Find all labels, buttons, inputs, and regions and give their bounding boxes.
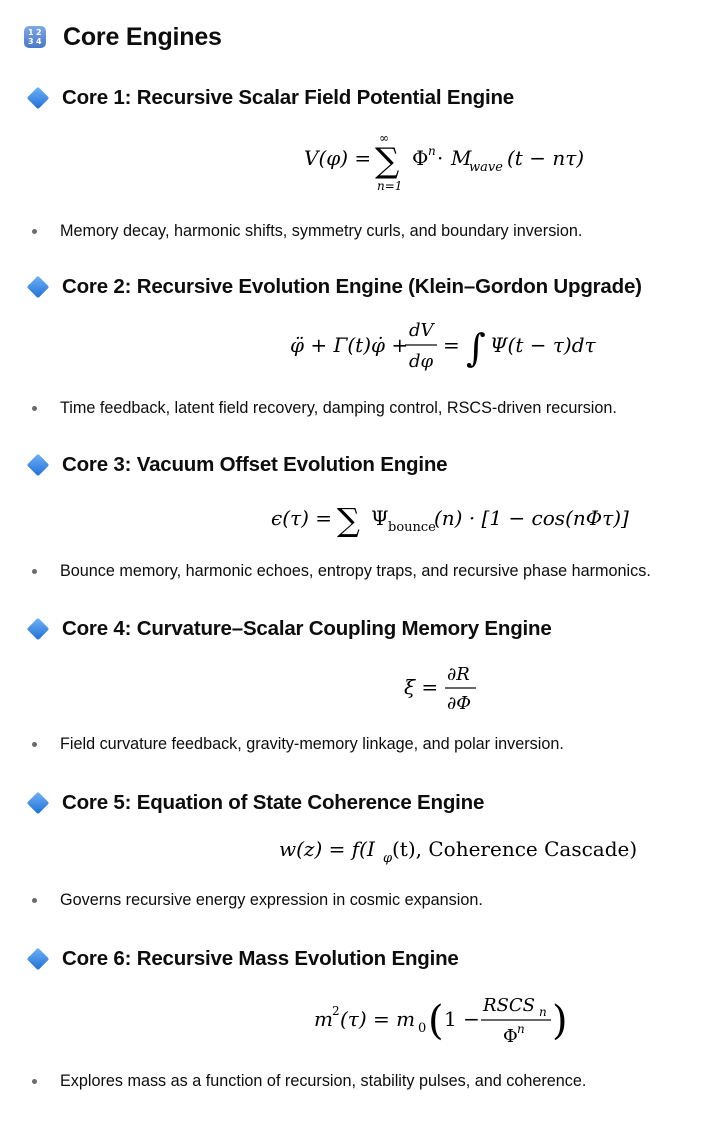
svg-text:(t), Coherence Cascade) <box>392 837 637 861</box>
bullet-dot <box>32 742 37 747</box>
bullet-core-1 <box>32 220 582 242</box>
eq-den: dφ <box>409 351 434 372</box>
equation-core-2 <box>0 314 728 374</box>
eq-sup: ∞ <box>379 131 389 145</box>
svg-text:m <box>314 1007 333 1031</box>
svg-text:( <box>428 998 444 1044</box>
bullet-core-2 <box>32 397 617 419</box>
bullet-dot <box>32 1079 37 1084</box>
bullet-text: Explores mass as a function of recursion, stability pulses, and coherence. <box>60 1071 587 1090</box>
svg-text:n <box>428 144 436 158</box>
eq-mid: (τ) = m <box>340 1007 416 1031</box>
eq-m: M <box>451 146 472 170</box>
eq-m: m <box>314 1007 333 1031</box>
bullet-text: Time feedback, latent field recovery, damping control, RSCS-driven recursion. <box>60 398 617 417</box>
eq-msub: wave <box>469 160 503 175</box>
blue-diamond-icon <box>27 618 50 641</box>
section-title: Core 6: Recursive Mass Evolution Engine <box>62 947 459 970</box>
svg-text:Φ <box>503 1026 518 1047</box>
equation-core-3 <box>0 494 728 542</box>
blue-diamond-icon <box>27 276 50 299</box>
svg-text:= <box>443 333 460 357</box>
eq-psisub: bounce <box>388 520 436 535</box>
svg-text:w(z) = f(I <box>279 837 376 861</box>
section-title: Core 1: Recursive Scalar Field Potential Engine <box>62 86 515 109</box>
eq-text: w(z) = f(I <box>279 837 375 861</box>
section-title: Core 4: Curvature–Scalar Coupling Memory Engine <box>62 617 552 640</box>
eq-lhs: φ̈ + Γ(t)φ̇ + <box>290 333 409 357</box>
eq-sub: n=1 <box>377 179 403 193</box>
svg-text:dφ <box>409 351 434 372</box>
equation-core-5 <box>0 830 728 870</box>
bullet-text: Bounce memory, harmonic echoes, entropy traps, and recursive phase harmonics. <box>60 561 651 580</box>
eq-arg: (t − nτ) <box>507 146 585 170</box>
eq-numsub: n <box>539 1005 547 1019</box>
svg-text:∑ <box>337 501 360 539</box>
svg-text:n=1 <box>377 179 402 193</box>
svg-text:(n) · [1 − cos(nΦτ)] <box>434 506 629 530</box>
blue-diamond-icon <box>27 948 50 971</box>
equation-core-6 <box>0 986 728 1052</box>
svg-text:2 <box>332 1004 340 1018</box>
blue-diamond-icon <box>27 454 50 477</box>
eq-paren-left: ( <box>428 998 444 1044</box>
eq-sup: 2 <box>332 1004 340 1018</box>
eq-den: Φ <box>503 1026 518 1047</box>
svg-text:wave <box>469 160 503 175</box>
svg-text:V(φ) = <box>304 146 371 170</box>
svg-text:φ̈ + Γ(t)φ̇ + <box>290 333 408 357</box>
section-heading-core-3 <box>26 451 447 479</box>
eq-lhs: V(φ) = <box>304 146 372 170</box>
section-title: Core 3: Vacuum Offset Evolution Engine <box>62 453 448 476</box>
eq-paren-right: ) <box>552 998 568 1044</box>
eq-sub0: 0 <box>418 1021 427 1036</box>
eq-lhs: ξ = <box>404 675 439 699</box>
svg-text:Ψ <box>371 506 389 530</box>
svg-text:ξ = <box>404 675 438 699</box>
eq-num: dV <box>409 320 434 341</box>
bullet-dot <box>32 898 37 903</box>
svg-text:∑ <box>375 141 399 181</box>
eq-psi: Ψ <box>371 506 389 530</box>
eq-one: 1 − <box>444 1007 480 1031</box>
page-title-row <box>24 20 222 54</box>
blue-diamond-icon <box>27 792 50 815</box>
eq-sub: φ <box>383 851 393 866</box>
svg-text:∫ <box>466 326 486 370</box>
equation-core-4 <box>0 656 728 716</box>
section-title: Core 5: Equation of State Coherence Engine <box>62 791 485 814</box>
svg-text:0 <box>418 1021 426 1036</box>
svg-text:) <box>552 998 568 1044</box>
bullet-core-4 <box>32 733 564 755</box>
section-title: Core 2: Recursive Evolution Engine (Klein–Gordon Upgrade) <box>62 275 642 298</box>
svg-text:∂R <box>447 664 470 685</box>
equation-core-1 <box>0 128 728 198</box>
eq-den: ∂Φ <box>447 693 472 714</box>
svg-text:n <box>517 1022 525 1036</box>
eq-dot: · <box>437 146 444 170</box>
eq-densup: n <box>517 1022 525 1036</box>
eq-mid: (n) · [1 − cos(nΦτ)] <box>434 506 629 530</box>
bullet-core-3 <box>32 560 651 582</box>
section-heading-core-1 <box>26 84 514 112</box>
section-heading-core-6 <box>26 945 459 973</box>
eq-lhs: ϵ(τ) = <box>271 506 332 530</box>
bullet-text: Memory decay, harmonic shifts, symmetry curls, and boundary inversion. <box>60 221 583 240</box>
blue-diamond-icon <box>27 87 50 110</box>
section-heading-core-4 <box>26 615 552 643</box>
eq-sum: ∑ <box>337 501 360 539</box>
eq-integral: ∫ <box>466 326 486 370</box>
section-heading-core-2 <box>26 273 642 301</box>
bullet-text: Governs recursive energy expression in cosmic expansion. <box>60 890 483 909</box>
page-title: Core Engines <box>63 22 222 51</box>
eq-equals: = <box>443 333 460 357</box>
eq-term: Φ <box>412 146 429 170</box>
eq-num: ∂R <box>447 664 470 685</box>
bullet-core-5 <box>32 889 483 911</box>
eq-exp: n <box>428 144 436 158</box>
bullet-dot <box>32 406 37 411</box>
bullet-text: Field curvature feedback, gravity-memory linkage, and polar inversion. <box>60 734 564 753</box>
svg-text:1 − <box>444 1007 480 1031</box>
eq-rhs: Ψ(t − τ)dτ <box>490 333 596 357</box>
svg-text:bounce <box>388 520 436 535</box>
svg-text:n <box>539 1005 547 1019</box>
svg-text:∂Φ <box>447 693 471 714</box>
bullet-dot <box>32 229 37 234</box>
eq-sum: ∑ <box>375 141 400 181</box>
svg-text:ϵ(τ) = <box>271 506 332 530</box>
section-heading-core-5 <box>26 789 484 817</box>
bullet-core-6 <box>32 1070 586 1092</box>
svg-text:· <box>437 146 443 170</box>
svg-text:(τ) = m <box>340 1007 415 1031</box>
eq-num: RSCS <box>483 995 535 1016</box>
svg-text:Ψ(t − τ)dτ <box>490 333 597 357</box>
svg-text:Φ <box>412 146 428 170</box>
bullet-dot <box>32 569 37 574</box>
svg-text:(t − nτ) <box>507 146 584 170</box>
svg-text:RSCS <box>482 995 535 1016</box>
eq-rest: (t), Coherence Cascade) <box>392 837 638 861</box>
svg-text:dV <box>409 320 436 341</box>
input-numbers-icon: 1 2 3 4 <box>24 26 46 48</box>
